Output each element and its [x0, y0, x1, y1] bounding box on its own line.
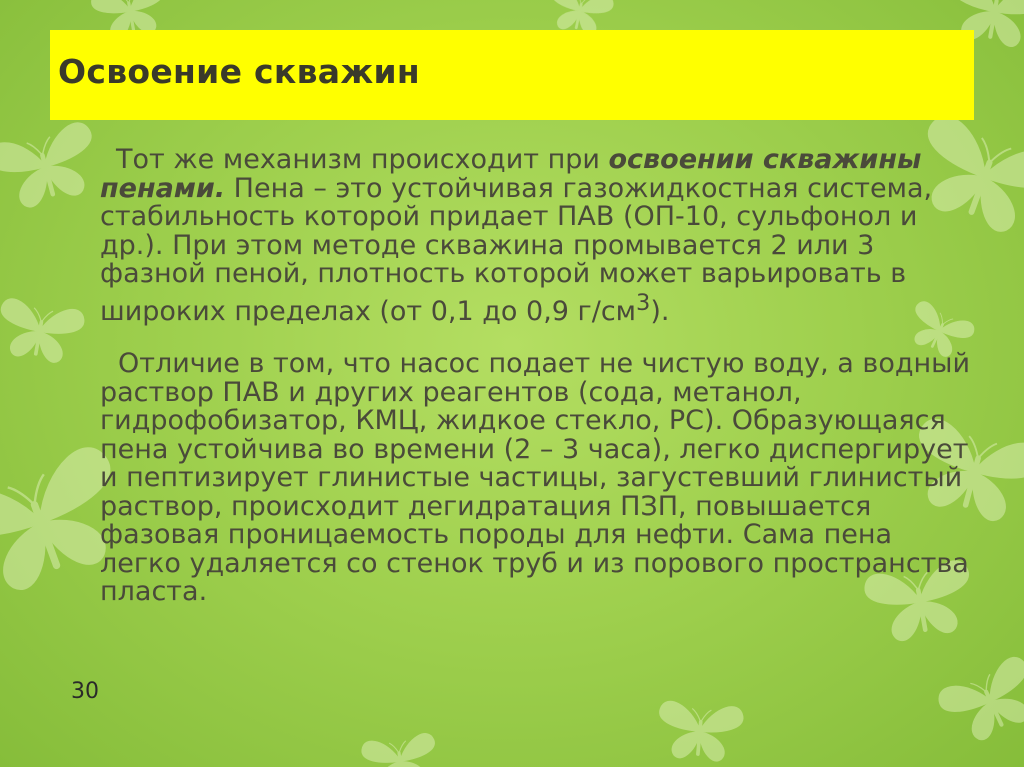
butterfly-icon — [360, 732, 439, 767]
slide-number: 30 — [71, 679, 99, 704]
butterfly-icon — [935, 653, 1024, 750]
paragraph-1-text: Тот же механизм происходит при — [116, 144, 609, 175]
slide-title: Освоение скважин — [58, 52, 421, 91]
paragraph-1 — [100, 146, 980, 326]
paragraph-2: Отличие в том, что насос подает не чистую воду, а водный раствор ПАВ и других реагентов (сода, метанол, гидрофобизатор, КМЦ, жидкое стекло, РС). Образующаяся пена устойчива во времени (2 – 3 часа), легко диспергирует и пептизирует глинистые частицы, загустевший глинистый раствор, происходит дегидратация ПЗП, повышается фазовая проницаемость породы для нефти. Сама пена легко удаляется со стенок труб и из порового пространства пласта. — [100, 348, 971, 607]
butterfly-icon — [0, 297, 86, 367]
paragraph-1-continuation: Пена – это устойчивая газожидкостная система, стабильность которой придает ПАВ (ОП-10, сульфонол и др.). При этом методе скважина промывается 2 или 3 фазной пеной, плотность которой может варьировать в широких пределах (от 0,1 до 0,9 г/см — [100, 172, 933, 327]
superscript-exponent: 3 — [636, 289, 651, 316]
paragraph-1-emphasis: освоении скважины пенами. — [100, 144, 922, 204]
paragraph-1-end: ). — [650, 295, 670, 327]
butterfly-icon — [0, 120, 105, 215]
slide-body — [100, 146, 980, 607]
title-bar — [50, 30, 974, 120]
butterfly-icon — [656, 700, 744, 763]
